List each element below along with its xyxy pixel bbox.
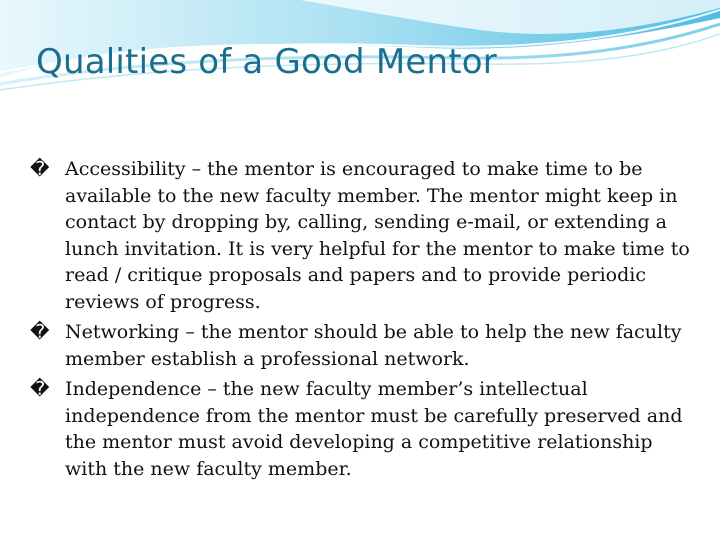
bullet-text: Independence – the new faculty member’s intellectual independence from the mentor must be carefully preserved and the mentor must avoid developing a competitive relationship with the new faculty member. [65,378,683,480]
bullet-glyph-icon: � [30,158,50,180]
bullet-item-independence [30,376,690,482]
slide-title: Qualities of a Good Mentor [36,42,497,82]
bullet-item-accessibility [30,156,690,315]
bullet-item-networking [30,319,690,372]
bullet-glyph-icon: � [30,378,50,400]
bullet-text: Networking – the mentor should be able to help the new faculty member establish a professional network. [65,321,682,370]
bullet-text: Accessibility – the mentor is encouraged to make time to be available to the new faculty member. The mentor might keep in contact by dropping by, calling, sending e-mail, or extending a lunch invitation. It is very helpful for the mentor to make time to read / critique proposals and papers and to provide periodic reviews of progress. [65,158,690,313]
bullet-glyph-icon: � [30,321,50,343]
bullet-list [30,156,690,486]
